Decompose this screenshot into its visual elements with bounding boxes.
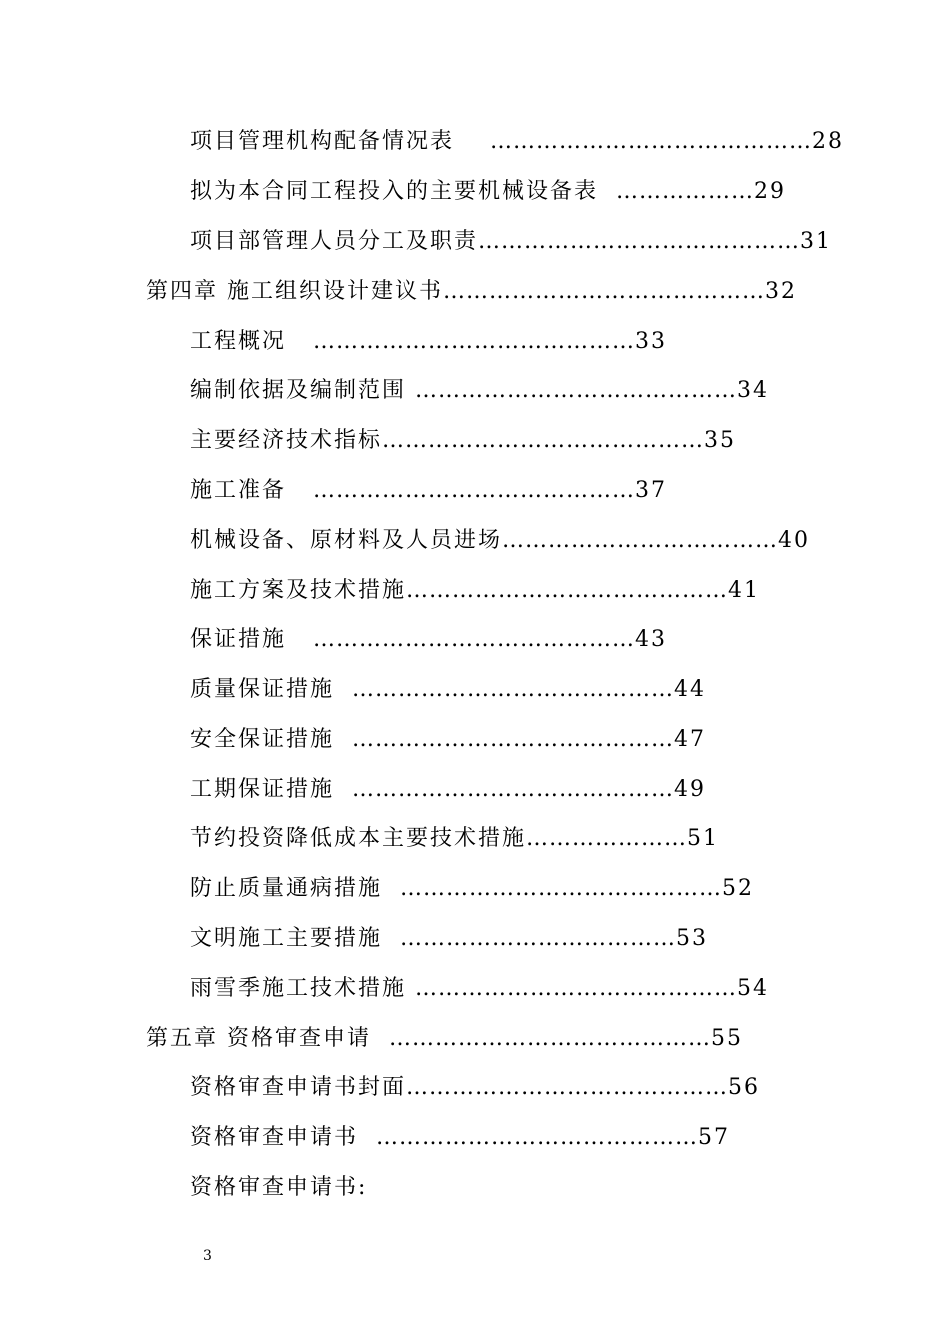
- toc-entry-dots: …………………: [526, 826, 688, 851]
- toc-entry: [190, 974, 769, 1004]
- toc-entry-title: 雨雪季施工技术措施: [190, 976, 407, 1001]
- toc-entry-title: 文明施工主要措施: [190, 926, 383, 951]
- toc-entry: [190, 625, 667, 655]
- toc-entry: [190, 576, 760, 606]
- toc-entry-title: 主要经济技术指标: [190, 428, 383, 453]
- toc-entry-page: 44: [674, 677, 707, 702]
- toc-entry-page: 41: [728, 578, 761, 603]
- toc-entry-dots: ……………………………………: [352, 777, 675, 802]
- toc-entry: [190, 127, 844, 157]
- toc-entry-dots: ……………………………………: [313, 627, 635, 652]
- toc-entry-dots: ……………………………………: [490, 129, 812, 154]
- toc-entry-dots: ……………………………………: [376, 1125, 699, 1150]
- toc-entry-page: 53: [676, 926, 709, 951]
- toc-entry-page: 54: [737, 976, 770, 1001]
- toc-entry-dots: ……………………………………: [352, 727, 675, 752]
- toc-entry-dots: ……………………………………: [313, 329, 635, 354]
- toc-entry-title: 质量保证措施: [190, 677, 335, 702]
- toc-entry: [190, 1073, 760, 1103]
- toc-entry-dots: ……………………………………: [478, 229, 801, 254]
- toc-entry-title: 机械设备、原材料及人员进场: [190, 528, 503, 553]
- toc-entry-page: 51: [687, 826, 720, 851]
- toc-entry: [190, 526, 810, 556]
- toc-entry-title: 工期保证措施: [190, 777, 335, 802]
- toc-entry-title: 资格审查申请书封面: [190, 1075, 407, 1100]
- toc-entry: [190, 924, 708, 954]
- toc-entry-page: 28: [812, 129, 844, 154]
- toc-entry-dots: ……………………………………: [400, 876, 723, 901]
- page-number: 3: [203, 1248, 212, 1264]
- toc-entry: [190, 1173, 367, 1203]
- toc-entry-dots: ………………………………: [502, 528, 779, 553]
- toc-entry: [190, 476, 667, 506]
- toc-entry-title: 工程概况: [190, 329, 287, 354]
- toc-entry-page: 34: [737, 378, 770, 403]
- toc-entry-title: 项目部管理人员分工及职责: [190, 229, 479, 254]
- toc-entry: [190, 1123, 730, 1153]
- toc-entry-title: 资格审查申请书:: [190, 1175, 368, 1200]
- toc-entry-title: 资格审查申请书: [190, 1125, 359, 1150]
- toc-entry-dots: ……………………………………: [443, 279, 765, 304]
- toc-entry-page: 52: [722, 876, 755, 901]
- toc-entry-dots: ………………: [616, 179, 755, 204]
- toc-entry: [190, 227, 832, 257]
- toc-entry-title: 保证措施: [190, 627, 287, 652]
- toc-entry-title: 防止质量通病措施: [190, 876, 383, 901]
- toc-entry-dots: ……………………………………: [415, 378, 738, 403]
- toc-entry: [190, 725, 706, 755]
- toc-entry-page: 56: [728, 1075, 761, 1100]
- toc-entry-dots: ……………………………………: [406, 578, 729, 603]
- toc-entry-dots: ……………………………………: [382, 428, 705, 453]
- toc-entry-title: 安全保证措施: [190, 727, 335, 752]
- toc-chapter-entry: [146, 277, 797, 307]
- toc-entry-page: 55: [711, 1026, 743, 1051]
- toc-entry-title: 第四章 施工组织设计建议书: [146, 279, 443, 304]
- toc-entry-title: 拟为本合同工程投入的主要机械设备表: [190, 179, 599, 204]
- toc-entry-title: 节约投资降低成本主要技术措施: [190, 826, 527, 851]
- toc-entry-page: 32: [765, 279, 797, 304]
- toc-entry-dots: ……………………………………: [415, 976, 738, 1001]
- toc-entry-title: 第五章 资格审查申请: [146, 1026, 371, 1051]
- toc-entry: [190, 675, 706, 705]
- toc-entry-title: 施工准备: [190, 478, 287, 503]
- toc-entry: [190, 177, 786, 207]
- toc-entry-page: 47: [674, 727, 707, 752]
- toc-entry-dots: ……………………………………: [352, 677, 675, 702]
- toc-entry-title: 编制依据及编制范围: [190, 378, 407, 403]
- toc-entry-page: 29: [754, 179, 787, 204]
- toc-entry: [190, 426, 736, 456]
- toc-entry: [190, 376, 769, 406]
- toc-entry-page: 43: [635, 627, 667, 652]
- toc-entry-page: 35: [704, 428, 737, 453]
- toc-entry-dots: ………………………………: [400, 926, 677, 951]
- toc-entry-dots: ……………………………………: [389, 1026, 711, 1051]
- toc-entry: [190, 775, 706, 805]
- toc-entry-dots: ……………………………………: [406, 1075, 729, 1100]
- toc-entry-title: 施工方案及技术措施: [190, 578, 407, 603]
- toc-entry-page: 57: [698, 1125, 731, 1150]
- toc-entry-page: 33: [635, 329, 667, 354]
- toc-entry: [190, 824, 719, 854]
- toc-entry: [190, 327, 667, 357]
- toc-entry-title: 项目管理机构配备情况表: [190, 129, 455, 154]
- toc-entry-page: 40: [778, 528, 811, 553]
- toc-entry-dots: ……………………………………: [313, 478, 635, 503]
- toc-entry: [190, 874, 754, 904]
- toc-chapter-entry: [146, 1024, 743, 1054]
- toc-entry-page: 31: [800, 229, 833, 254]
- toc-entry-page: 37: [635, 478, 667, 503]
- toc-entry-page: 49: [674, 777, 707, 802]
